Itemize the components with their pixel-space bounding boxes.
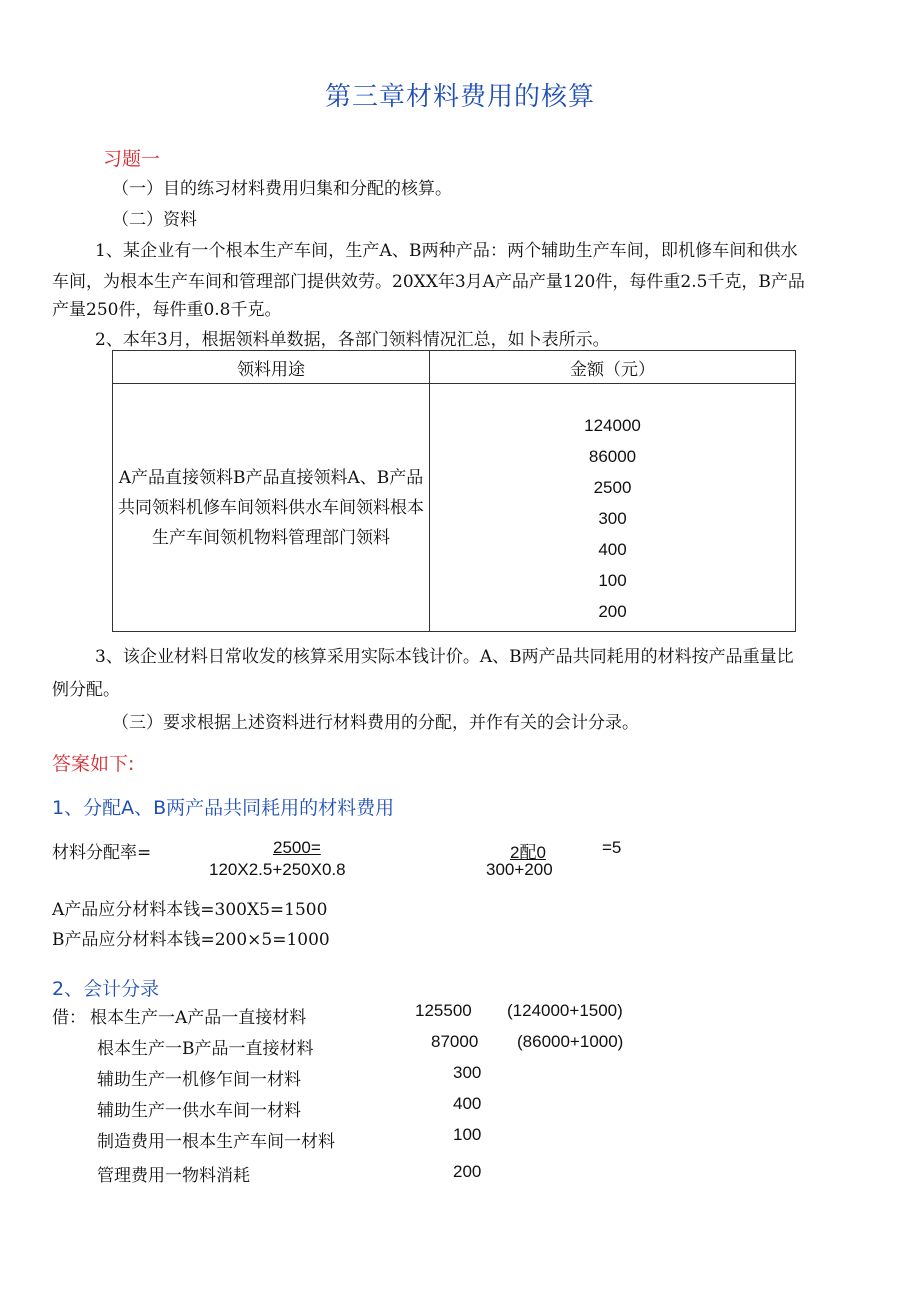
materials-heading: （二）资料	[112, 210, 197, 230]
page-title: 第三章材料费用的核算	[324, 82, 595, 112]
amount-value: 300	[598, 509, 627, 528]
journal-account: 辅助生产一机修乍间一材料	[97, 1070, 301, 1090]
allocation-numerator-2: 2配0	[510, 843, 546, 862]
table-cell-uses: A产品直接领料B产品直接领料A、B产品共同领料机修车间领料供水车间领料根本生产车间领机物料管理部门领料	[113, 384, 430, 632]
journal-amount: 200	[453, 1162, 482, 1181]
journal-amount: 400	[453, 1094, 482, 1113]
exercise-heading: 习题一	[103, 148, 161, 170]
allocation-numerator-1: 2500=	[273, 838, 321, 857]
amount-value: 124000	[584, 416, 641, 435]
debit-prefix: 借：	[52, 1008, 86, 1028]
para1-line3: 产量250件，每件重0.8千克。	[52, 300, 282, 320]
journal-note: (86000+1000)	[517, 1032, 624, 1051]
journal-amount: 100	[453, 1125, 482, 1144]
journal-amount: 300	[453, 1063, 482, 1082]
para3-line2: 例分配。	[52, 680, 120, 700]
table-header-amount: 金额（元）	[430, 351, 796, 384]
journal-amount: 87000	[431, 1032, 479, 1051]
para1-line2: 车间，为根本生产车间和管理部门提供效劳。20XX年3月A产品产量120件，每件重2.5千克，B产品	[52, 272, 805, 292]
b-share-text: B产品应分材料本钱=200×5=1000	[52, 930, 330, 950]
journal-account: 根本生产一B产品一直接材料	[97, 1039, 314, 1059]
journal-account: 根本生产一A产品一直接材料	[90, 1008, 307, 1028]
section2-heading: 2、会计分录	[52, 978, 160, 1000]
allocation-result: =5	[602, 838, 622, 857]
amount-value: 400	[598, 540, 627, 559]
amount-value: 2500	[593, 478, 632, 497]
allocation-denominator-2: 300+200	[486, 860, 553, 879]
amount-value: 100	[598, 571, 627, 590]
table-cell-amounts	[430, 384, 796, 632]
purpose-text: （一）目的练习材料费用归集和分配的核算。	[112, 179, 452, 199]
para3-line1: 3、该企业材料日常收发的核算采用实际本钱计价。A、B两产品共同耗用的材料按产品重量比	[95, 647, 794, 667]
requirement-text: （三）要求根据上述资料进行材料费用的分配，并作有关的会计分录。	[112, 713, 639, 733]
section1-heading: 1、分配A、B两产品共同耗用的材料费用	[52, 797, 395, 819]
amount-value: 200	[598, 602, 627, 621]
table-header-use: 领料用途	[113, 351, 430, 384]
answer-heading: 答案如下:	[52, 753, 135, 775]
journal-account: 辅助生产一供水车间一材料	[97, 1101, 301, 1121]
para2-text: 2、本年3月，根据领料单数据，各部门领料情况汇总，如卜表所示。	[95, 330, 610, 350]
journal-account: 制造费用一根本生产车间一材料	[97, 1132, 335, 1152]
journal-account: 管理费用一物料消耗	[97, 1166, 250, 1186]
amount-value: 86000	[588, 447, 637, 466]
para1-line1: 1、某企业有一个根本生产车间，生产A、B两种产品：两个辅助生产车间，即机修车间和供水	[95, 241, 798, 261]
journal-note: (124000+1500)	[507, 1001, 623, 1020]
allocation-denominator-1: 120X2.5+250X0.8	[209, 860, 346, 879]
a-share-text: A产品应分材料本钱=300X5=1500	[52, 900, 328, 920]
journal-amount: 125500	[415, 1001, 472, 1020]
materials-table	[112, 350, 796, 632]
allocation-label: 材料分配率=	[52, 843, 152, 863]
